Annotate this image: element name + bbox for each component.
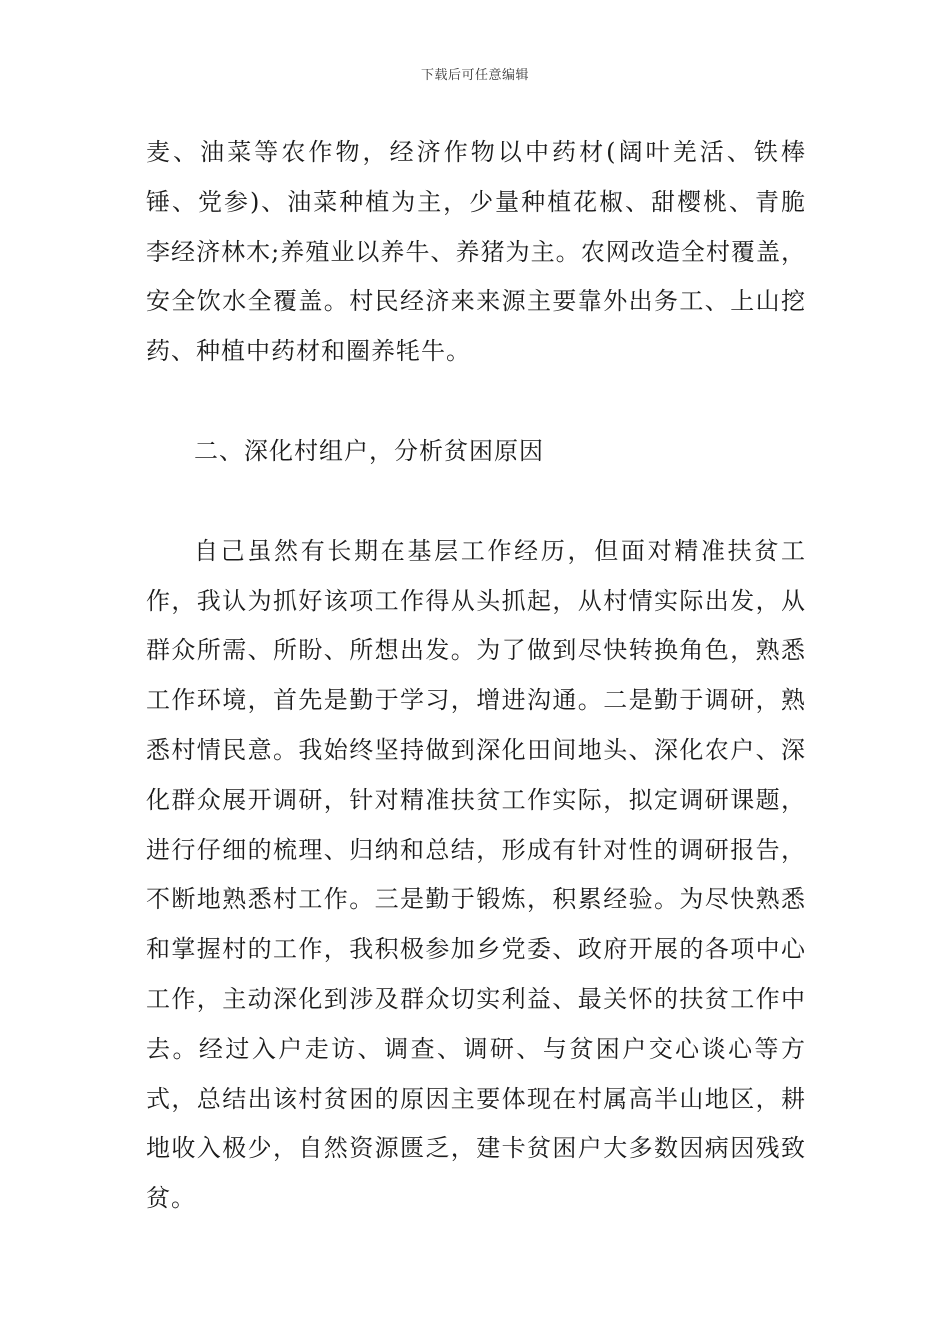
document-body — [146, 128, 806, 1224]
paragraph-spacer — [146, 377, 806, 427]
paragraph-spacer — [146, 477, 806, 527]
page-header-note: 下载后可任意编辑 — [420, 68, 529, 83]
section-heading: 二、深化村组户，分析贫困原因 — [194, 436, 544, 465]
paragraph-continued: 麦、油菜等农作物，经济作物以中药材(阔叶羌活、铁棒锤、党参)、油菜种植为主，少量种植花椒、甜樱桃、青脆李经济林木;养殖业以养牛、养猪为主。农网改造全村覆盖，安全饮水全覆盖。村民经济来来源主要靠外出务工、上山挖药、种植中药材和圈养牦牛。 — [146, 138, 806, 366]
paragraph-section-2: 自己虽然有长期在基层工作经历，但面对精准扶贫工作，我认为抓好该项工作得从头抓起，从村情实际出发，从群众所需、所盼、所想出发。为了做到尽快转换角色，熟悉工作环境，首先是勤于学习，增进沟通。二是勤于调研，熟悉村情民意。我始终坚持做到深化田间地头、深化农户、深化群众展开调研，针对精准扶贫工作实际，拟定调研课题，进行仔细的梳理、归纳和总结，形成有针对性的调研报告，不断地熟悉村工作。三是勤于锻炼，积累经验。为尽快熟悉和掌握村的工作，我积极参加乡党委、政府开展的各项中心工作，主动深化到涉及群众切实利益、最关怀的扶贫工作中去。经过入户走访、调查、调研、与贫困户交心谈心等方式，总结出该村贫困的原因主要体现在村属高半山地区，耕地收入极少，自然资源匮乏，建卡贫困户大多数因病因残致贫。 — [146, 536, 806, 1213]
